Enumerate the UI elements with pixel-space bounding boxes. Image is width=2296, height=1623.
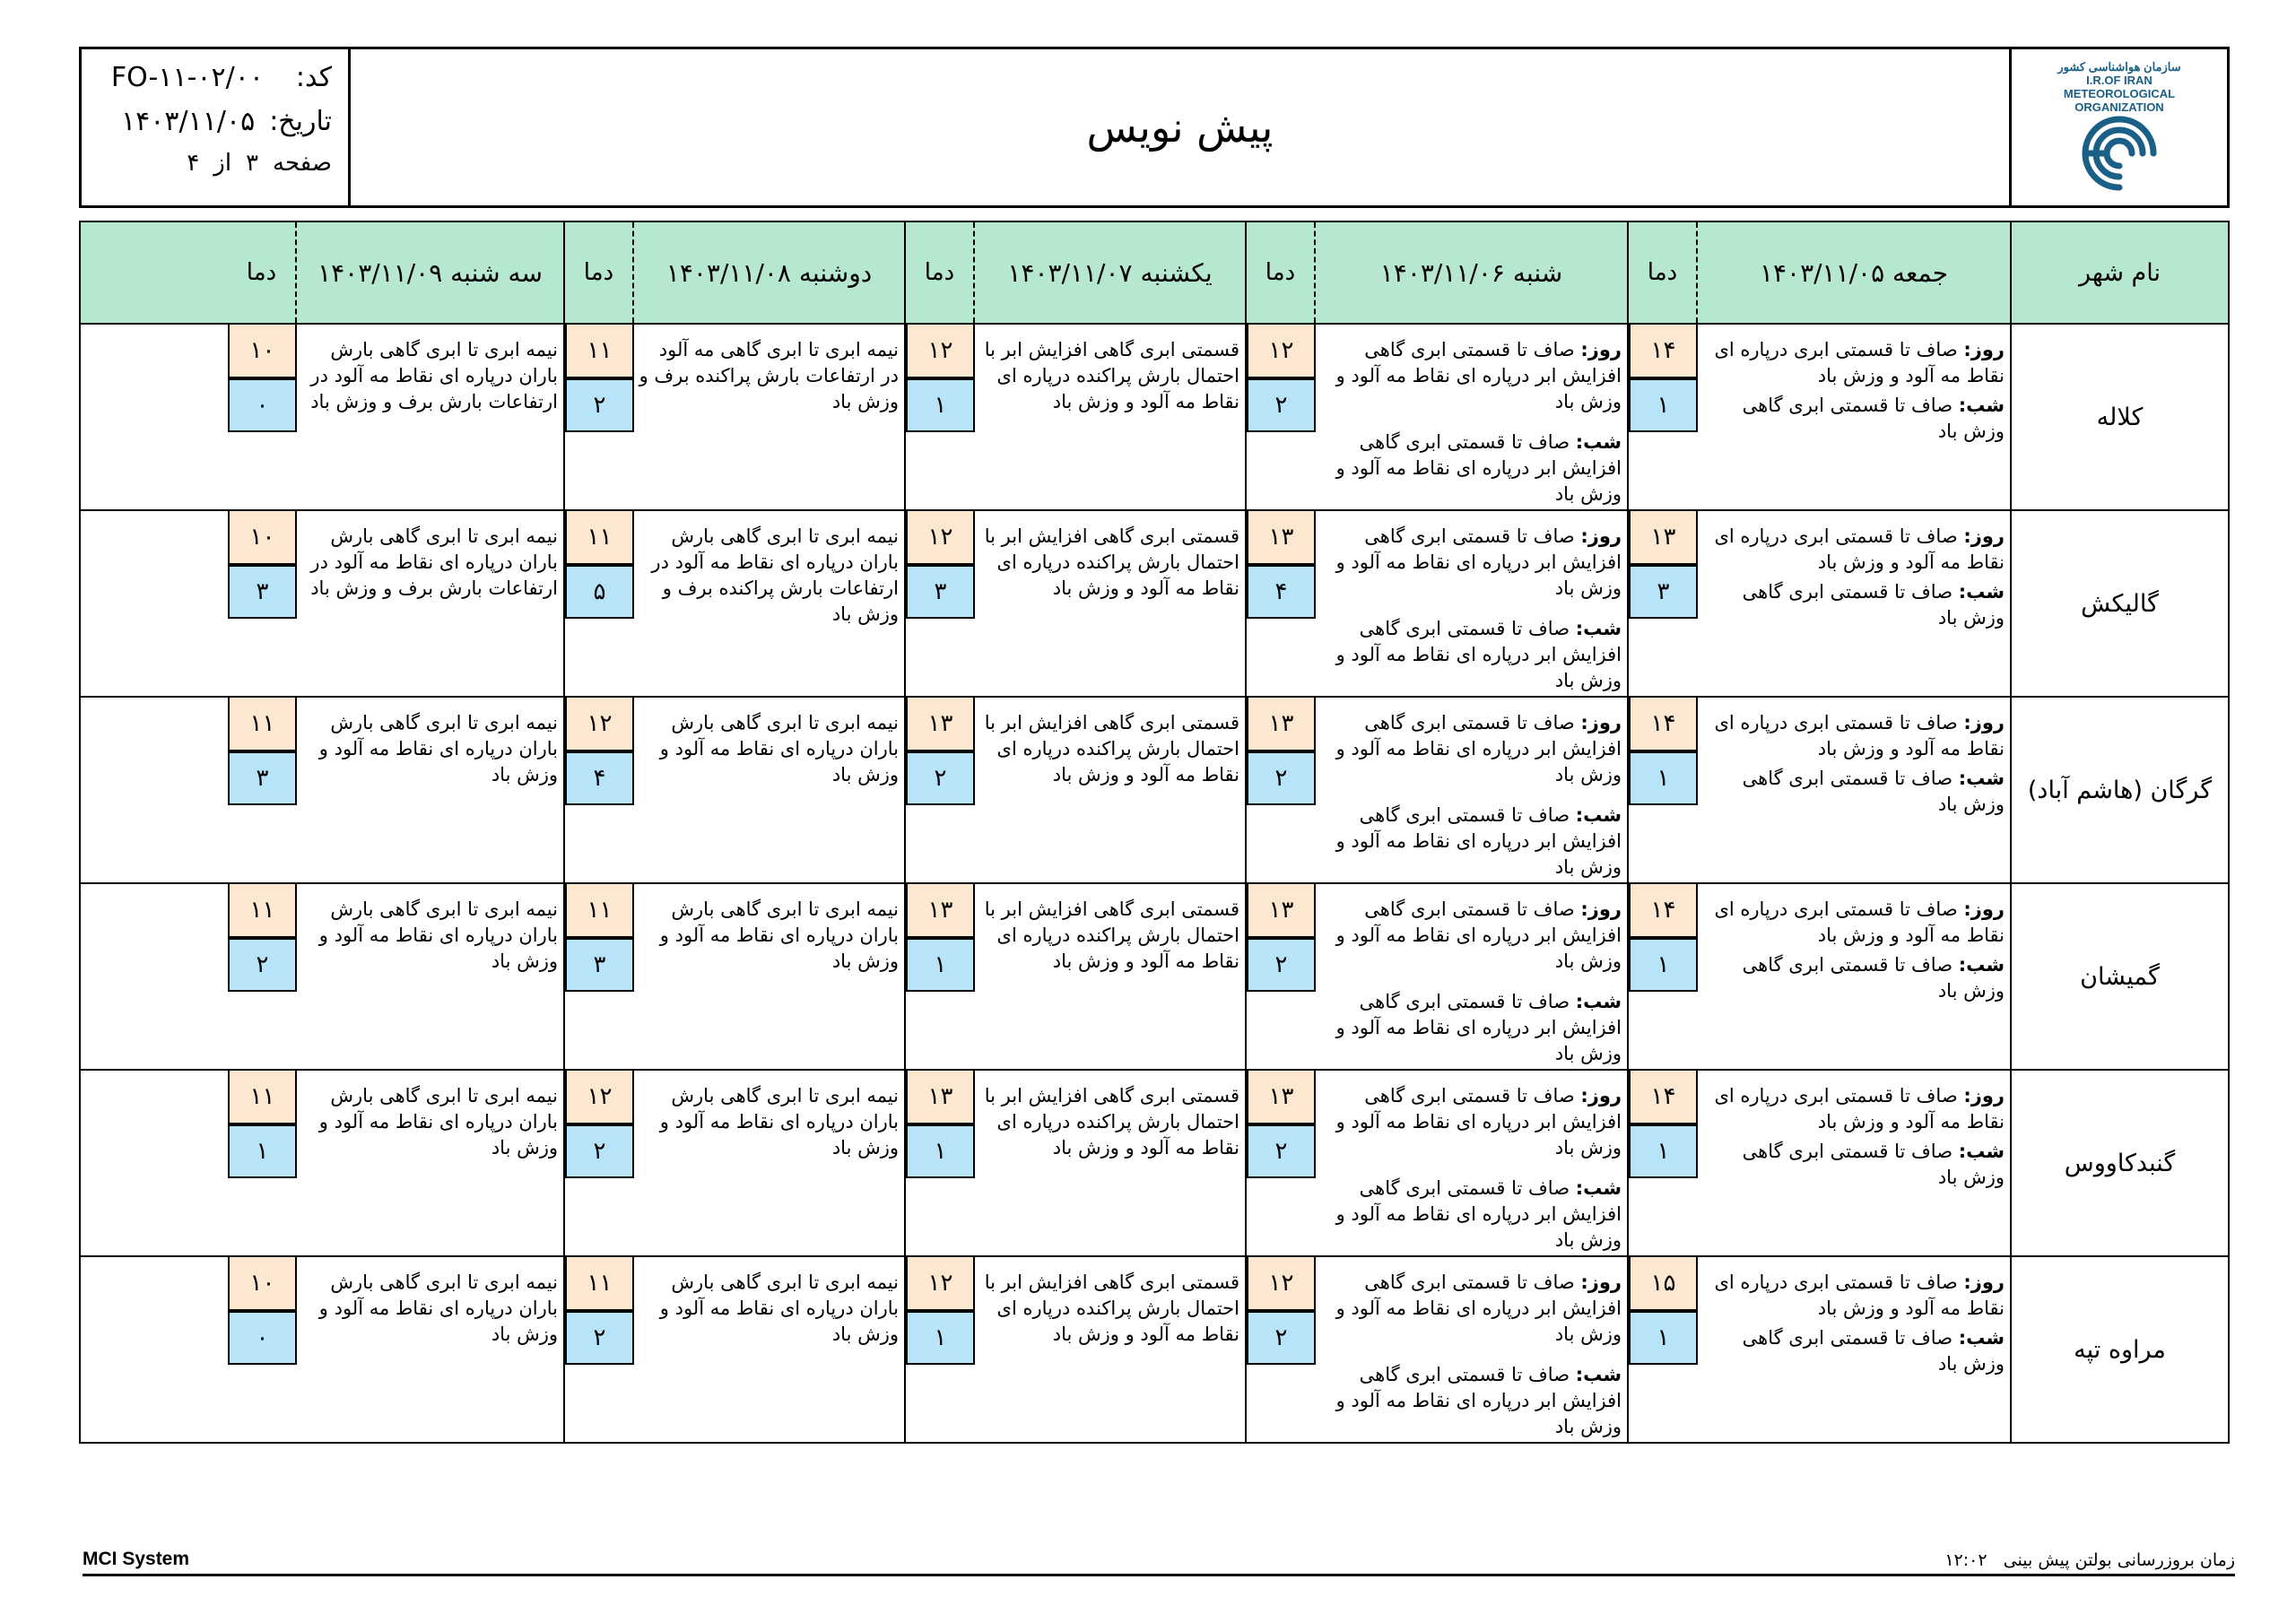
- day-forecast-text: صاف تا قسمتی ابری درپاره ای نقاط مه آلود و وزش باد: [1714, 712, 2005, 759]
- max-temperature: ۱۰: [228, 511, 297, 565]
- day-forecast-cell: [904, 884, 1245, 1069]
- day-label: روز:: [1963, 525, 2005, 547]
- max-temperature: ۱۲: [565, 1071, 634, 1124]
- min-temperature: ۲: [1247, 1124, 1316, 1178]
- forecast-text: نیمه ابری تا ابری گاهی بارش باران درپاره ای نقاط مه آلود و وزش باد: [659, 712, 899, 785]
- forecast-description: [975, 1257, 1245, 1442]
- forecast-text: نیمه ابری تا ابری گاهی مه آلود در ارتفاعات بارش پراکنده برف و وزش باد: [639, 339, 899, 412]
- forecast-description: [975, 1071, 1245, 1255]
- min-temperature: ۲: [1247, 1311, 1316, 1365]
- forecast-description: [1316, 511, 1627, 696]
- page-row: [98, 150, 332, 177]
- night-forecast-text: صاف تا قسمتی ابری گاهی وزش باد: [1742, 768, 2005, 815]
- forecast-description: [297, 325, 563, 509]
- day-forecast-cell: [1245, 884, 1627, 1069]
- min-temperature: ۳: [228, 751, 297, 805]
- max-temperature: ۱۳: [906, 884, 975, 938]
- temperature-cell: [228, 511, 297, 696]
- system-name: MCI System: [83, 1549, 190, 1569]
- date-label: تاریخ:: [269, 106, 332, 137]
- min-temperature: ۴: [565, 751, 634, 805]
- update-time: [1944, 1550, 2235, 1570]
- temperature-cell: [565, 325, 634, 509]
- day-forecast-text: صاف تا قسمتی ابری درپاره ای نقاط مه آلود و وزش باد: [1714, 1085, 2005, 1133]
- min-temperature: ۱: [1629, 1311, 1698, 1365]
- temperature-cell: [565, 511, 634, 696]
- min-temperature: ۱: [228, 1124, 297, 1178]
- day-forecast-text: صاف تا قسمتی ابری گاهی افزایش ابر درپاره ای نقاط مه آلود و وزش باد: [1335, 1085, 1622, 1159]
- forecast-description: [297, 698, 563, 882]
- max-temperature: ۱۲: [906, 511, 975, 565]
- temperature-cell: [1247, 1257, 1316, 1442]
- document-meta: [82, 49, 351, 205]
- city-name: مراوه تپه: [2010, 1257, 2228, 1442]
- day-forecast: [1701, 337, 2005, 389]
- night-forecast-text: صاف تا قسمتی ابری گاهی افزایش ابر درپاره ای نقاط مه آلود و وزش باد: [1335, 431, 1622, 505]
- max-temperature: ۱۴: [1629, 884, 1698, 938]
- min-temperature: ۳: [1629, 565, 1698, 619]
- forecast-text: نیمه ابری تا ابری گاهی بارش باران درپاره ای نقاط مه آلود و وزش باد: [659, 1271, 899, 1345]
- max-temperature: ۱۳: [1247, 1071, 1316, 1124]
- max-temperature: ۱۳: [1629, 511, 1698, 565]
- night-label: شب:: [1958, 581, 2005, 603]
- night-label: شب:: [1575, 431, 1622, 453]
- date-value: ۱۴۰۳/۱۱/۰۵: [121, 106, 256, 137]
- max-temperature: ۱۴: [1629, 698, 1698, 751]
- day-label: شنبه ۱۴۰۳/۱۱/۰۶: [1379, 257, 1563, 288]
- forecast-description: [1316, 884, 1627, 1069]
- max-temperature: ۱۴: [1629, 325, 1698, 378]
- min-temperature: ۱: [906, 1124, 975, 1178]
- min-temperature: ۲: [1247, 751, 1316, 805]
- day-forecast-cell: [1245, 1257, 1627, 1442]
- day-forecast-cell: [904, 1257, 1245, 1442]
- min-temperature: ۱: [906, 1311, 975, 1365]
- forecast-text: نیمه ابری تا ابری گاهی بارش باران درپاره ای نقاط مه آلود در ارتفاعات بارش برف و وزش باد: [310, 525, 558, 599]
- min-temperature: ۲: [565, 1124, 634, 1178]
- max-temperature: ۱۲: [906, 1257, 975, 1311]
- day-forecast-cell: [1245, 1071, 1627, 1255]
- temperature-cell: [228, 1257, 297, 1442]
- page-footer: [83, 1548, 2235, 1576]
- day-forecast-cell: [1627, 698, 2010, 882]
- day-forecast: [1319, 524, 1622, 602]
- day-forecast-cell: [563, 511, 904, 696]
- max-temperature: ۱۲: [1247, 325, 1316, 378]
- logo-text-en-3: ORGANIZATION: [2074, 100, 2164, 114]
- forecast-text: نیمه ابری تا ابری گاهی بارش باران درپاره ای نقاط مه آلود و وزش باد: [318, 898, 558, 972]
- max-temperature: ۱۱: [228, 1071, 297, 1124]
- day-forecast-text: صاف تا قسمتی ابری درپاره ای نقاط مه آلود و وزش باد: [1714, 1271, 2005, 1319]
- forecast-page: [79, 47, 2230, 1444]
- forecast-text: نیمه ابری تا ابری گاهی بارش باران درپاره ای نقاط مه آلود و وزش باد: [318, 712, 558, 785]
- day-forecast: [1701, 710, 2005, 762]
- day-forecast-cell: [228, 325, 563, 509]
- temperature-cell: [1629, 1257, 1698, 1442]
- min-temperature: ۲: [906, 751, 975, 805]
- day-forecast-text: صاف تا قسمتی ابری گاهی افزایش ابر درپاره ای نقاط مه آلود و وزش باد: [1335, 339, 1622, 412]
- temperature-cell: [1247, 698, 1316, 882]
- min-temperature: ۳: [906, 565, 975, 619]
- day-label: روز:: [1963, 339, 2005, 360]
- min-temperature: ۲: [1247, 938, 1316, 992]
- max-temperature: ۱۰: [228, 1257, 297, 1311]
- temperature-cell: [565, 1257, 634, 1442]
- day-label: روز:: [1580, 712, 1622, 733]
- night-forecast: [1701, 579, 2005, 631]
- night-label: شب:: [1575, 804, 1622, 826]
- temperature-cell: [228, 884, 297, 1069]
- page-total: ۴: [187, 150, 200, 177]
- min-temperature: ۱: [906, 378, 975, 432]
- forecast-description: [634, 1071, 904, 1255]
- forecast-text: قسمتی ابری گاهی افزایش ابر با احتمال بارش پراکنده درپاره ای نقاط مه آلود و وزش باد: [984, 525, 1239, 599]
- night-forecast-text: صاف تا قسمتی ابری گاهی افزایش ابر درپاره ای نقاط مه آلود و وزش باد: [1335, 991, 1622, 1064]
- day-label: روز:: [1963, 1085, 2005, 1107]
- forecast-description: [297, 1257, 563, 1442]
- day-forecast-cell: [904, 698, 1245, 882]
- forecast-description: [1698, 325, 2010, 509]
- night-forecast-text: صاف تا قسمتی ابری گاهی افزایش ابر درپاره ای نقاط مه آلود و وزش باد: [1335, 1177, 1622, 1251]
- forecast-text: قسمتی ابری گاهی افزایش ابر با احتمال بارش پراکنده درپاره ای نقاط مه آلود و وزش باد: [984, 339, 1239, 412]
- forecast-description: [1698, 1257, 2010, 1442]
- day-forecast-cell: [904, 511, 1245, 696]
- night-label: شب:: [1958, 395, 2005, 416]
- day-forecast-cell: [228, 511, 563, 696]
- day-forecast-cell: [228, 884, 563, 1069]
- max-temperature: ۱۳: [1247, 884, 1316, 938]
- forecast-description: [1698, 511, 2010, 696]
- day-forecast-text: صاف تا قسمتی ابری درپاره ای نقاط مه آلود و وزش باد: [1714, 898, 2005, 946]
- max-temperature: ۱۲: [565, 698, 634, 751]
- min-temperature: ۲: [565, 1311, 634, 1365]
- forecast-description: [634, 1257, 904, 1442]
- temperature-cell: [906, 1071, 975, 1255]
- night-label: شب:: [1958, 768, 2005, 789]
- update-time-value: ۱۲:۰۲: [1944, 1550, 1987, 1570]
- temperature-cell: [1247, 325, 1316, 509]
- max-temperature: ۱۱: [565, 511, 634, 565]
- day-label: روز:: [1963, 1271, 2005, 1293]
- day-forecast-cell: [563, 884, 904, 1069]
- logo-area: [2009, 49, 2227, 205]
- page-of-label: از: [213, 150, 232, 177]
- temperature-cell: [1629, 884, 1698, 1069]
- temp-column-header: دما: [1247, 222, 1316, 323]
- max-temperature: ۱۱: [565, 325, 634, 378]
- night-forecast-text: صاف تا قسمتی ابری گاهی افزایش ابر درپاره ای نقاط مه آلود و وزش باد: [1335, 1364, 1622, 1437]
- day-forecast-cell: [563, 1257, 904, 1442]
- day-forecast: [1701, 897, 2005, 949]
- max-temperature: ۱۲: [906, 325, 975, 378]
- max-temperature: ۱۱: [565, 884, 634, 938]
- night-label: شب:: [1575, 1364, 1622, 1385]
- max-temperature: ۱۳: [906, 698, 975, 751]
- night-forecast-text: صاف تا قسمتی ابری گاهی وزش باد: [1742, 954, 2005, 1002]
- day-forecast-cell: [228, 698, 563, 882]
- forecast-description: [1316, 325, 1627, 509]
- day-header-3: [904, 222, 1245, 323]
- forecast-text: قسمتی ابری گاهی افزایش ابر با احتمال بارش پراکنده درپاره ای نقاط مه آلود و وزش باد: [984, 898, 1239, 972]
- temperature-cell: [228, 325, 297, 509]
- day-forecast-text: صاف تا قسمتی ابری درپاره ای نقاط مه آلود و وزش باد: [1714, 525, 2005, 573]
- day-forecast: [1319, 337, 1622, 415]
- city-name: گنبدکاووس: [2010, 1071, 2228, 1255]
- forecast-description: [975, 511, 1245, 696]
- day-forecast: [1701, 524, 2005, 576]
- min-temperature: ۲: [1247, 378, 1316, 432]
- min-temperature: ۲: [565, 378, 634, 432]
- logo-text-en-2: METEOROLOGICAL: [2063, 87, 2176, 100]
- day-forecast-cell: [1627, 884, 2010, 1069]
- day-label: روز:: [1580, 339, 1622, 360]
- day-forecast-cell: [563, 1071, 904, 1255]
- min-temperature: ۳: [565, 938, 634, 992]
- city-name: کلاله: [2010, 325, 2228, 509]
- temp-column-header: دما: [906, 222, 975, 323]
- day-forecast-text: صاف تا قسمتی ابری گاهی افزایش ابر درپاره ای نقاط مه آلود و وزش باد: [1335, 525, 1622, 599]
- temperature-cell: [906, 698, 975, 882]
- night-forecast-text: صاف تا قسمتی ابری گاهی وزش باد: [1742, 1327, 2005, 1375]
- day-header-5: [228, 222, 563, 323]
- temperature-cell: [1629, 698, 1698, 882]
- forecast-description: [975, 884, 1245, 1069]
- day-forecast-cell: [228, 1071, 563, 1255]
- city-name: گرگان (هاشم آباد): [2010, 698, 2228, 882]
- day-forecast-cell: [1627, 325, 2010, 509]
- night-label: شب:: [1958, 954, 2005, 976]
- max-temperature: ۱۳: [1247, 698, 1316, 751]
- temperature-cell: [1629, 1071, 1698, 1255]
- min-temperature: ۱: [906, 938, 975, 992]
- max-temperature: ۱۳: [1247, 511, 1316, 565]
- min-temperature: ۲: [228, 938, 297, 992]
- temperature-cell: [906, 511, 975, 696]
- temperature-cell: [1629, 511, 1698, 696]
- day-forecast: [1701, 1270, 2005, 1322]
- day-forecast-cell: [563, 325, 904, 509]
- day-forecast-cell: [1245, 511, 1627, 696]
- night-label: شب:: [1958, 1327, 2005, 1349]
- day-forecast-text: صاف تا قسمتی ابری گاهی افزایش ابر درپاره ای نقاط مه آلود و وزش باد: [1335, 712, 1622, 785]
- code-value: FO-۱۱-۰۲/۰۰: [110, 62, 264, 93]
- min-temperature: ۱: [1629, 1124, 1698, 1178]
- day-forecast-cell: [1627, 1257, 2010, 1442]
- night-forecast: [1319, 1176, 1622, 1254]
- night-forecast-text: صاف تا قسمتی ابری گاهی وزش باد: [1742, 395, 2005, 442]
- night-forecast-text: صاف تا قسمتی ابری گاهی وزش باد: [1742, 581, 2005, 629]
- temperature-cell: [1629, 325, 1698, 509]
- day-header-1: [1627, 222, 2010, 323]
- day-forecast-cell: [904, 1071, 1245, 1255]
- forecast-text: نیمه ابری تا ابری گاهی بارش باران درپاره ای نقاط مه آلود در ارتفاعات بارش برف و وزش باد: [310, 339, 558, 412]
- table-header-row: [81, 222, 2228, 325]
- forecast-description: [634, 884, 904, 1069]
- day-header-2: [1245, 222, 1627, 323]
- night-label: شب:: [1575, 1177, 1622, 1199]
- forecast-text: نیمه ابری تا ابری گاهی بارش باران درپاره ای نقاط مه آلود و وزش باد: [659, 898, 899, 972]
- temperature-cell: [906, 1257, 975, 1442]
- night-forecast: [1319, 989, 1622, 1067]
- max-temperature: ۱۵: [1629, 1257, 1698, 1311]
- day-forecast: [1319, 1083, 1622, 1161]
- forecast-description: [297, 884, 563, 1069]
- min-temperature: ۵: [565, 565, 634, 619]
- min-temperature: ۱: [1629, 938, 1698, 992]
- table-row: [81, 1257, 2228, 1444]
- code-row: [98, 62, 332, 93]
- forecast-description: [297, 511, 563, 696]
- temperature-cell: [228, 698, 297, 882]
- city-column-header: نام شهر: [2010, 222, 2228, 323]
- day-forecast-cell: [1627, 511, 2010, 696]
- table-row: [81, 1071, 2228, 1257]
- organization-logo: [2057, 60, 2180, 195]
- forecast-description: [1698, 698, 2010, 882]
- table-row: [81, 325, 2228, 511]
- temperature-cell: [1247, 1071, 1316, 1255]
- forecast-text: قسمتی ابری گاهی افزایش ابر با احتمال بارش پراکنده درپاره ای نقاط مه آلود و وزش باد: [984, 1271, 1239, 1345]
- forecast-text: نیمه ابری تا ابری گاهی بارش باران درپاره ای نقاط مه آلود و وزش باد: [318, 1085, 558, 1159]
- forecast-description: [1316, 1257, 1627, 1442]
- night-forecast: [1701, 952, 2005, 1004]
- city-name: گمیشان: [2010, 884, 2228, 1069]
- temperature-cell: [906, 884, 975, 1069]
- forecast-text: نیمه ابری تا ابری گاهی بارش باران درپاره ای نقاط مه آلود در ارتفاعات بارش پراکنده برف و وزش باد: [651, 525, 899, 625]
- forecast-description: [634, 698, 904, 882]
- min-temperature: ۱: [1629, 378, 1698, 432]
- night-forecast-text: صاف تا قسمتی ابری گاهی وزش باد: [1742, 1141, 2005, 1188]
- update-time-label: زمان بروزرسانی بولتن پیش بینی: [2003, 1550, 2235, 1570]
- day-forecast-text: صاف تا قسمتی ابری گاهی افزایش ابر درپاره ای نقاط مه آلود و وزش باد: [1335, 1271, 1622, 1345]
- temp-column-header: دما: [228, 222, 297, 323]
- temperature-cell: [228, 1071, 297, 1255]
- night-forecast: [1701, 1139, 2005, 1191]
- day-label: سه شنبه ۱۴۰۳/۱۱/۰۹: [317, 257, 543, 288]
- logo-text-fa: سازمان هواشناسی کشور: [2057, 60, 2181, 74]
- temp-column-header: دما: [1629, 222, 1698, 323]
- table-row: [81, 511, 2228, 698]
- night-forecast: [1319, 430, 1622, 508]
- day-label: جمعه ۱۴۰۳/۱۱/۰۵: [1759, 257, 1949, 288]
- night-forecast: [1319, 1362, 1622, 1440]
- temperature-cell: [565, 1071, 634, 1255]
- temp-column-header: دما: [565, 222, 634, 323]
- day-forecast-cell: [1627, 1071, 2010, 1255]
- max-temperature: ۱۳: [906, 1071, 975, 1124]
- night-label: شب:: [1575, 618, 1622, 639]
- forecast-table: [79, 221, 2230, 1444]
- max-temperature: ۱۱: [228, 884, 297, 938]
- temperature-cell: [906, 325, 975, 509]
- night-label: شب:: [1575, 991, 1622, 1012]
- night-forecast-text: صاف تا قسمتی ابری گاهی افزایش ابر درپاره ای نقاط مه آلود و وزش باد: [1335, 618, 1622, 691]
- forecast-text: قسمتی ابری گاهی افزایش ابر با احتمال بارش پراکنده درپاره ای نقاط مه آلود و وزش باد: [984, 1085, 1239, 1159]
- day-forecast-text: صاف تا قسمتی ابری گاهی افزایش ابر درپاره ای نقاط مه آلود و وزش باد: [1335, 898, 1622, 972]
- night-forecast: [1701, 393, 2005, 445]
- table-row: [81, 884, 2228, 1071]
- temperature-cell: [1247, 511, 1316, 696]
- day-label: روز:: [1963, 712, 2005, 733]
- max-temperature: ۱۱: [228, 698, 297, 751]
- max-temperature: ۱۰: [228, 325, 297, 378]
- day-label: یکشنبه ۱۴۰۳/۱۱/۰۷: [1007, 257, 1213, 288]
- page-title: پیش نویس: [1086, 103, 1274, 152]
- day-forecast: [1319, 1270, 1622, 1348]
- night-forecast: [1319, 803, 1622, 881]
- page-number: ۳: [246, 150, 259, 177]
- day-header-4: [563, 222, 904, 323]
- night-forecast: [1701, 1325, 2005, 1377]
- min-temperature: ۱: [1629, 751, 1698, 805]
- temperature-cell: [565, 884, 634, 1069]
- night-label: شب:: [1958, 1141, 2005, 1162]
- max-temperature: ۱۱: [565, 1257, 634, 1311]
- page-label: صفحه: [273, 150, 332, 177]
- day-forecast-cell: [228, 1257, 563, 1442]
- forecast-description: [1316, 698, 1627, 882]
- max-temperature: ۱۲: [1247, 1257, 1316, 1311]
- forecast-text: نیمه ابری تا ابری گاهی بارش باران درپاره ای نقاط مه آلود و وزش باد: [318, 1271, 558, 1345]
- city-name: گالیکش: [2010, 511, 2228, 696]
- temperature-cell: [565, 698, 634, 882]
- forecast-description: [1698, 1071, 2010, 1255]
- logo-text-en-1: I.R.OF IRAN: [2086, 74, 2152, 87]
- day-label: دوشنبه ۱۴۰۳/۱۱/۰۸: [665, 257, 873, 288]
- forecast-description: [634, 511, 904, 696]
- forecast-description: [634, 325, 904, 509]
- forecast-description: [1698, 884, 2010, 1069]
- night-forecast: [1701, 766, 2005, 818]
- night-forecast-text: صاف تا قسمتی ابری گاهی افزایش ابر درپاره ای نقاط مه آلود و وزش باد: [1335, 804, 1622, 878]
- forecast-description: [975, 325, 1245, 509]
- document-header: [79, 47, 2230, 208]
- day-forecast-cell: [1245, 325, 1627, 509]
- forecast-description: [975, 698, 1245, 882]
- day-forecast: [1701, 1083, 2005, 1135]
- day-label: روز:: [1580, 898, 1622, 920]
- forecast-description: [1316, 1071, 1627, 1255]
- forecast-text: نیمه ابری تا ابری گاهی بارش باران درپاره ای نقاط مه آلود و وزش باد: [659, 1085, 899, 1159]
- logo-swirl-icon: [2070, 116, 2169, 195]
- max-temperature: ۱۴: [1629, 1071, 1698, 1124]
- forecast-text: قسمتی ابری گاهی افزایش ابر با احتمال بارش پراکنده درپاره ای نقاط مه آلود و وزش باد: [984, 712, 1239, 785]
- min-temperature: ۴: [1247, 565, 1316, 619]
- day-forecast-cell: [563, 698, 904, 882]
- date-row: [98, 106, 332, 137]
- day-label: روز:: [1580, 1085, 1622, 1107]
- day-label: روز:: [1580, 525, 1622, 547]
- day-forecast-text: صاف تا قسمتی ابری درپاره ای نقاط مه آلود و وزش باد: [1714, 339, 2005, 386]
- day-forecast: [1319, 897, 1622, 975]
- forecast-description: [297, 1071, 563, 1255]
- min-temperature: ۰: [228, 1311, 297, 1365]
- temperature-cell: [1247, 884, 1316, 1069]
- night-forecast: [1319, 616, 1622, 694]
- min-temperature: ۳: [228, 565, 297, 619]
- day-label: روز:: [1580, 1271, 1622, 1293]
- code-label: کد:: [295, 62, 332, 93]
- day-forecast-cell: [1245, 698, 1627, 882]
- day-forecast-cell: [904, 325, 1245, 509]
- day-forecast: [1319, 710, 1622, 788]
- table-row: [81, 698, 2228, 884]
- min-temperature: ۰: [228, 378, 297, 432]
- day-label: روز:: [1963, 898, 2005, 920]
